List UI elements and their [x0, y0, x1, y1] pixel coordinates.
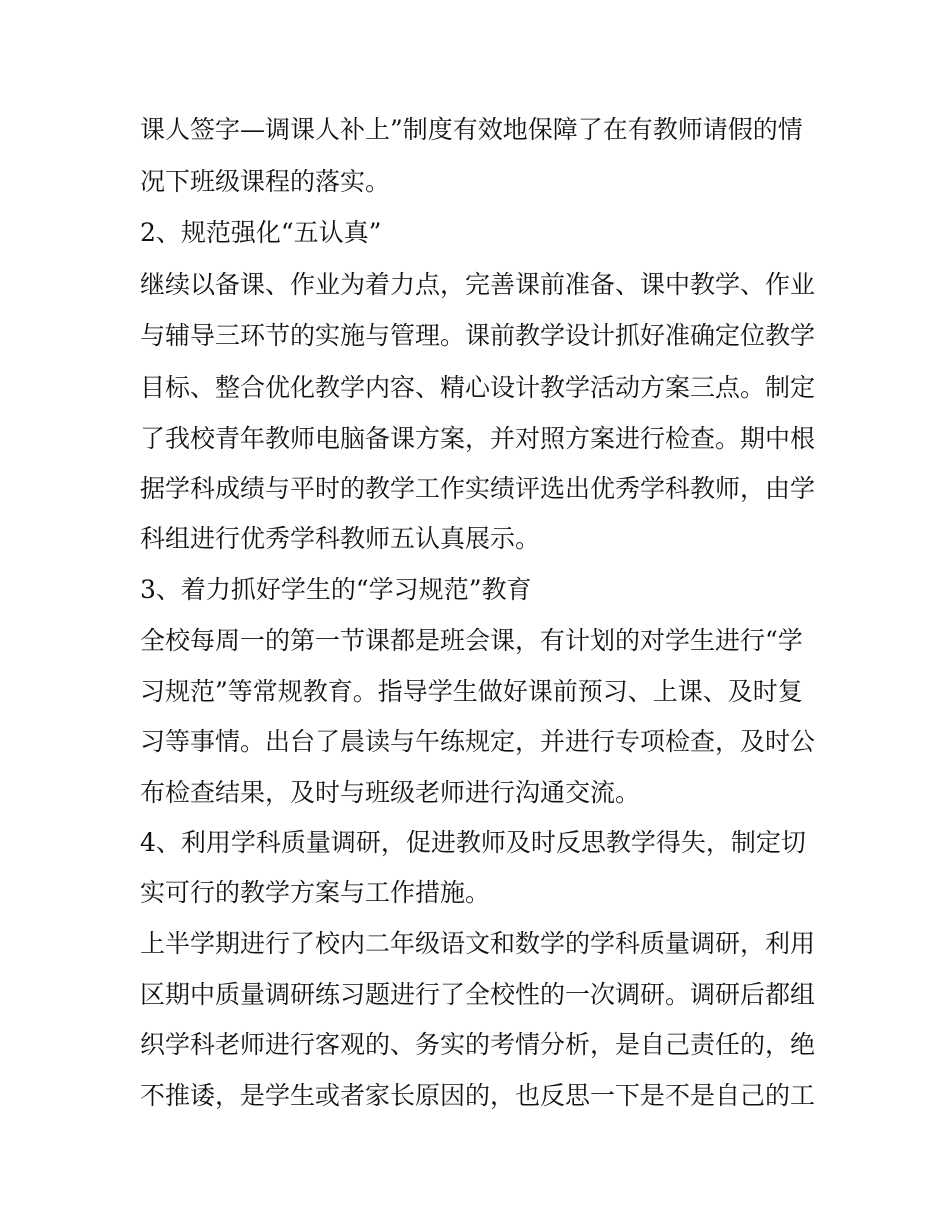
text-line: 不推诿，是学生或者家长原因的，也反思一下是不是自己的工 [140, 1081, 816, 1110]
text-line: 了我校青年教师电脑备课方案，并对照方案进行检查。期中根 [140, 424, 816, 453]
text-line: 据学科成绩与平时的教学工作实绩评选出优秀学科教师，由学 [140, 474, 816, 503]
text-line: 布检查结果，及时与班级老师进行沟通交流。 [140, 778, 641, 807]
section-heading: 4、利用学科质量调研，促进教师及时反思教学得失，制定切 [140, 828, 806, 857]
section-heading: 3、着力抓好学生的“学习规范”教育 [140, 575, 532, 604]
text-line: 目标、整合优化教学内容、精心设计教学活动方案三点。制定 [140, 373, 816, 402]
text-line: 习等事情。出台了晨读与午练规定，并进行专项检查，及时公 [140, 727, 816, 756]
text-line: 科组进行优秀学科教师五认真展示。 [140, 524, 541, 553]
section-heading: 实可行的教学方案与工作措施。 [140, 878, 491, 907]
text-line: 织学科老师进行客观的、务实的考情分析，是自己责任的，绝 [140, 1030, 816, 1059]
text-line: 与辅导三环节的实施与管理。课前教学设计抓好准确定位教学 [140, 321, 816, 350]
text-line: 课人签字—调课人补上”制度有效地保障了在有教师请假的情 [140, 115, 803, 144]
section-heading: 2、规范强化“五认真” [140, 218, 382, 247]
text-line: 区期中质量调研练习题进行了全校性的一次调研。调研后都组 [140, 980, 816, 1009]
text-line: 全校每周一的第一节课都是班会课，有计划的对学生进行“学 [140, 626, 803, 655]
text-line: 况下班级课程的落实。 [140, 167, 391, 196]
text-line: 习规范”等常规教育。指导学生做好课前预习、上课、及时复 [140, 677, 803, 706]
text-line: 上半学期进行了校内二年级语文和数学的学科质量调研，利用 [140, 929, 816, 958]
text-line: 继续以备课、作业为着力点，完善课前准备、课中教学、作业 [140, 270, 816, 299]
